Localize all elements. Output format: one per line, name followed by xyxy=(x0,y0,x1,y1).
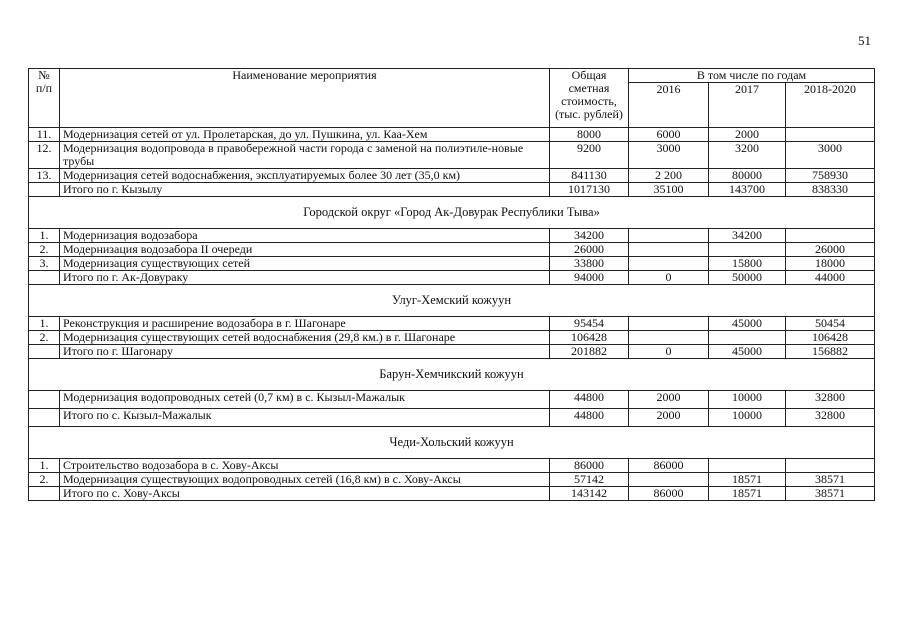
row-total: 44800 xyxy=(550,391,629,409)
row-2018-2020: 156882 xyxy=(786,345,875,359)
row-name: Итого по с. Кызыл-Мажалык xyxy=(60,409,550,427)
section-title: Чеди-Хольский кожуун xyxy=(29,427,875,459)
row-name: Итого по с. Хову-Аксы xyxy=(60,487,550,501)
row-2018-2020: 38571 xyxy=(786,473,875,487)
table-row xyxy=(29,257,875,271)
section-row xyxy=(29,359,875,391)
header-total xyxy=(550,69,629,128)
table-row xyxy=(29,331,875,345)
row-2016: 0 xyxy=(629,345,709,359)
row-number: 11. xyxy=(29,128,60,142)
row-total: 26000 xyxy=(550,243,629,257)
header-by-years: В том числе по годам xyxy=(629,69,875,83)
table-row xyxy=(29,345,875,359)
row-2017: 143700 xyxy=(709,183,786,197)
measures-table xyxy=(28,68,875,501)
row-2018-2020: 106428 xyxy=(786,331,875,345)
table-row xyxy=(29,229,875,243)
row-number xyxy=(29,271,60,285)
row-2017: 18571 xyxy=(709,487,786,501)
row-name: Модернизация водопроводных сетей (0,7 км) в с. Кызыл-Мажалык xyxy=(60,391,550,409)
row-2017: 10000 xyxy=(709,409,786,427)
row-2017: 18571 xyxy=(709,473,786,487)
table-row xyxy=(29,128,875,142)
row-2016: 6000 xyxy=(629,128,709,142)
header-year-2017: 2017 xyxy=(709,83,786,128)
row-name: Модернизация сетей водоснабжения, эксплуатируемых более 30 лет (35,0 км) xyxy=(60,169,550,183)
section-row xyxy=(29,285,875,317)
row-2016: 2000 xyxy=(629,409,709,427)
row-2017: 3200 xyxy=(709,142,786,169)
row-2016 xyxy=(629,229,709,243)
row-2018-2020 xyxy=(786,229,875,243)
row-name: Модернизация сетей от ул. Пролетарская, до ул. Пушкина, ул. Каа-Хем xyxy=(60,128,550,142)
table-row xyxy=(29,183,875,197)
header-total-line: сметная xyxy=(568,81,610,95)
row-name: Итого по г. Кызылу xyxy=(60,183,550,197)
header-total-line: Общая xyxy=(571,68,607,82)
row-name: Модернизация существующих водопроводных сетей (16,8 км) в с. Хову-Аксы xyxy=(60,473,550,487)
row-2018-2020: 838330 xyxy=(786,183,875,197)
row-2017 xyxy=(709,459,786,473)
row-name: Модернизация водозабора xyxy=(60,229,550,243)
row-2016: 2000 xyxy=(629,391,709,409)
row-2018-2020: 3000 xyxy=(786,142,875,169)
row-name: Итого по г. Ак-Довураку xyxy=(60,271,550,285)
row-number: 3. xyxy=(29,257,60,271)
row-total: 86000 xyxy=(550,459,629,473)
table-row xyxy=(29,142,875,169)
row-total: 9200 xyxy=(550,142,629,169)
header-no-label-2: п/п xyxy=(35,81,53,95)
row-total: 1017130 xyxy=(550,183,629,197)
table-row xyxy=(29,243,875,257)
row-2016: 86000 xyxy=(629,487,709,501)
row-total: 44800 xyxy=(550,409,629,427)
section-title: Барун-Хемчикский кожуун xyxy=(29,359,875,391)
row-2018-2020: 44000 xyxy=(786,271,875,285)
row-2016: 3000 xyxy=(629,142,709,169)
row-name: Реконструкция и расширение водозабора в г. Шагонаре xyxy=(60,317,550,331)
table-row xyxy=(29,271,875,285)
row-2016 xyxy=(629,317,709,331)
row-total: 34200 xyxy=(550,229,629,243)
row-total: 95454 xyxy=(550,317,629,331)
row-2017: 2000 xyxy=(709,128,786,142)
row-number: 1. xyxy=(29,229,60,243)
row-number xyxy=(29,183,60,197)
section-row xyxy=(29,427,875,459)
header-no-label: № xyxy=(38,68,50,82)
header-year-2016: 2016 xyxy=(629,83,709,128)
row-2017: 50000 xyxy=(709,271,786,285)
header-total-line: стоимость, xyxy=(561,94,617,108)
section-row xyxy=(29,197,875,229)
row-total: 94000 xyxy=(550,271,629,285)
row-2018-2020: 50454 xyxy=(786,317,875,331)
row-2017: 45000 xyxy=(709,345,786,359)
row-2017: 15800 xyxy=(709,257,786,271)
row-number xyxy=(29,345,60,359)
row-number: 2. xyxy=(29,331,60,345)
row-2016 xyxy=(629,331,709,345)
table-row xyxy=(29,487,875,501)
row-2016: 2 200 xyxy=(629,169,709,183)
row-2016 xyxy=(629,257,709,271)
row-number xyxy=(29,487,60,501)
row-2017 xyxy=(709,331,786,345)
table-row xyxy=(29,459,875,473)
row-2018-2020 xyxy=(786,459,875,473)
row-2018-2020: 32800 xyxy=(786,391,875,409)
row-name: Строительство водозабора в с. Хову-Аксы xyxy=(60,459,550,473)
row-2018-2020 xyxy=(786,128,875,142)
row-2016 xyxy=(629,243,709,257)
row-total: 57142 xyxy=(550,473,629,487)
row-2017 xyxy=(709,243,786,257)
row-total: 201882 xyxy=(550,345,629,359)
row-2018-2020: 26000 xyxy=(786,243,875,257)
row-number: 1. xyxy=(29,317,60,331)
table-row xyxy=(29,317,875,331)
row-number: 12. xyxy=(29,142,60,169)
row-number: 13. xyxy=(29,169,60,183)
row-2016: 35100 xyxy=(629,183,709,197)
row-total: 143142 xyxy=(550,487,629,501)
row-number: 1. xyxy=(29,459,60,473)
header-total-line: (тыс. рублей) xyxy=(555,107,623,121)
row-name: Модернизация водопровода в правобережной части города с заменой на полиэтиле-новые трубы xyxy=(60,142,550,169)
row-total: 106428 xyxy=(550,331,629,345)
row-name: Модернизация существующих сетей xyxy=(60,257,550,271)
row-2017: 34200 xyxy=(709,229,786,243)
table-row xyxy=(29,169,875,183)
row-number: 2. xyxy=(29,243,60,257)
page-number: 51 xyxy=(858,33,871,48)
row-2018-2020: 38571 xyxy=(786,487,875,501)
row-total: 33800 xyxy=(550,257,629,271)
row-2018-2020: 32800 xyxy=(786,409,875,427)
row-name: Модернизация существующих сетей водоснабжения (29,8 км.) в г. Шагонаре xyxy=(60,331,550,345)
row-number xyxy=(29,391,60,409)
row-number xyxy=(29,409,60,427)
row-2017: 80000 xyxy=(709,169,786,183)
row-2016 xyxy=(629,473,709,487)
header-year-2018-2020: 2018-2020 xyxy=(786,83,875,128)
row-2018-2020: 18000 xyxy=(786,257,875,271)
row-name: Итого по г. Шагонару xyxy=(60,345,550,359)
table-row xyxy=(29,473,875,487)
row-total: 841130 xyxy=(550,169,629,183)
row-2016: 86000 xyxy=(629,459,709,473)
table-row xyxy=(29,391,875,409)
row-number: 2. xyxy=(29,473,60,487)
row-name: Модернизация водозабора II очереди xyxy=(60,243,550,257)
header-name: Наименование мероприятия xyxy=(60,69,550,128)
row-2016: 0 xyxy=(629,271,709,285)
row-2018-2020: 758930 xyxy=(786,169,875,183)
table-row xyxy=(29,409,875,427)
section-title: Улуг-Хемский кожуун xyxy=(29,285,875,317)
row-2017: 10000 xyxy=(709,391,786,409)
row-2017: 45000 xyxy=(709,317,786,331)
row-total: 8000 xyxy=(550,128,629,142)
header-no xyxy=(29,69,60,128)
section-title: Городской округ «Город Ак-Довурак Республики Тыва» xyxy=(29,197,875,229)
